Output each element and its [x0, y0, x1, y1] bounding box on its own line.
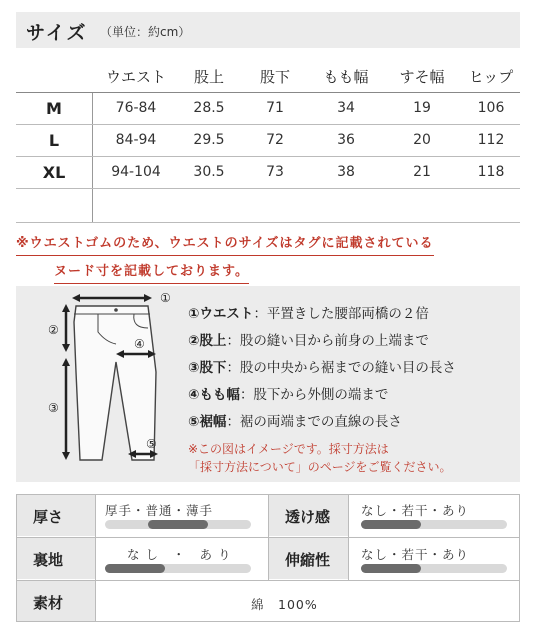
transparency-indicator — [361, 520, 421, 529]
table-row — [16, 157, 520, 189]
guide-term: 股上 — [199, 333, 227, 349]
transparency-label: 透け感 — [269, 495, 348, 536]
table-cell: 112 — [477, 132, 505, 148]
table-cell: 19 — [413, 100, 431, 116]
table-cell: 73 — [266, 164, 284, 180]
table-cell: 21 — [413, 164, 431, 180]
lining-indicator — [105, 564, 165, 573]
guide-item — [188, 410, 402, 430]
table-cell: 28.5 — [193, 100, 225, 116]
column-header: ウエスト — [105, 68, 166, 86]
marker-4: ④ — [134, 337, 145, 351]
column-header: もも幅 — [323, 68, 369, 86]
table-cell: 106 — [477, 100, 505, 116]
guide-num: ① — [188, 306, 200, 322]
guide-term: ウエスト — [199, 306, 254, 322]
column-header: ヒップ — [468, 68, 514, 86]
guide-item — [188, 302, 429, 322]
guide-num: ② — [188, 333, 200, 349]
table-cell: 20 — [413, 132, 431, 148]
table-cell: 118 — [477, 164, 505, 180]
transparency-scale: なし・若干・あり — [361, 503, 470, 518]
measurement-guide — [16, 286, 520, 482]
material-value: 綿 100% — [251, 597, 318, 612]
material-label: 素材 — [17, 581, 95, 621]
size-title: サイズ — [26, 22, 88, 44]
guide-desc: ：股の縫い目から前身の上端まで — [226, 333, 429, 349]
fabric-spec-table — [16, 494, 520, 622]
table-cell: 72 — [266, 132, 284, 148]
guide-term: 股下 — [199, 360, 227, 376]
size-header — [16, 12, 520, 48]
notice-text: ※ウエストゴムのため、ウエストのサイズはタグに記載されている — [16, 236, 434, 256]
table-cell: 34 — [337, 100, 355, 116]
guide-item — [188, 383, 388, 403]
guide-num: ③ — [188, 360, 200, 376]
guide-item — [188, 356, 456, 376]
stretch-label: 伸縮性 — [269, 538, 348, 579]
guide-num: ⑤ — [188, 414, 200, 430]
size-label: XL — [42, 163, 66, 182]
table-row — [16, 93, 520, 125]
table-cell: 94-104 — [111, 164, 161, 180]
stretch-indicator — [361, 564, 421, 573]
marker-5: ⑤ — [146, 437, 157, 451]
guide-desc: ：股下から外側の端まで — [239, 387, 389, 403]
table-row — [16, 189, 520, 223]
thickness-scale: 厚手・普通・薄手 — [105, 503, 214, 518]
guide-term: 裾幅 — [199, 414, 227, 430]
guide-num: ④ — [188, 387, 200, 403]
column-divider — [95, 495, 96, 622]
table-cell: 29.5 — [193, 132, 225, 148]
notice-line-1 — [16, 232, 520, 251]
thickness-indicator — [148, 520, 208, 529]
table-cell: 71 — [266, 100, 284, 116]
guide-desc: ：裾の両端までの直線の長さ — [226, 414, 402, 430]
table-body — [16, 92, 520, 222]
stretch-scale: なし・若干・あり — [361, 547, 470, 562]
guide-term: もも幅 — [199, 387, 240, 403]
marker-3: ③ — [48, 401, 59, 415]
column-divider — [348, 495, 349, 580]
diagram-warning: ※この図はイメージです。採寸方法は — [188, 442, 389, 456]
marker-2: ② — [48, 323, 59, 337]
notice-text: ヌード寸を記載しております。 — [54, 264, 249, 284]
diagram-warning: 「採寸方法について」のページをご覧ください。 — [188, 460, 452, 474]
guide-desc: ：平置きした腰部両橋の２倍 — [253, 306, 429, 322]
table-cell: 84-94 — [115, 132, 157, 148]
marker-1: ① — [160, 292, 171, 305]
column-header: 股上 — [193, 68, 224, 86]
table-header-row — [16, 60, 520, 92]
table-cell: 36 — [337, 132, 355, 148]
column-header: 股下 — [259, 68, 290, 86]
unit-note: （単位：約cm） — [100, 25, 191, 39]
table-cell: 76-84 — [115, 100, 157, 116]
table-cell: 38 — [337, 164, 355, 180]
column-header: すそ幅 — [399, 68, 445, 86]
lining-scale: な し ・ あ り — [127, 547, 232, 562]
thickness-label: 厚さ — [17, 495, 95, 536]
guide-item — [188, 329, 429, 349]
pants-diagram — [36, 292, 196, 472]
table-row — [16, 125, 520, 157]
size-label: M — [46, 99, 62, 118]
table-cell: 30.5 — [193, 164, 225, 180]
notice-line-2 — [16, 260, 520, 279]
size-label: L — [48, 131, 60, 150]
guide-desc: ：股の中央から裾までの縫い目の長さ — [226, 360, 456, 376]
lining-label: 裏地 — [17, 538, 95, 579]
